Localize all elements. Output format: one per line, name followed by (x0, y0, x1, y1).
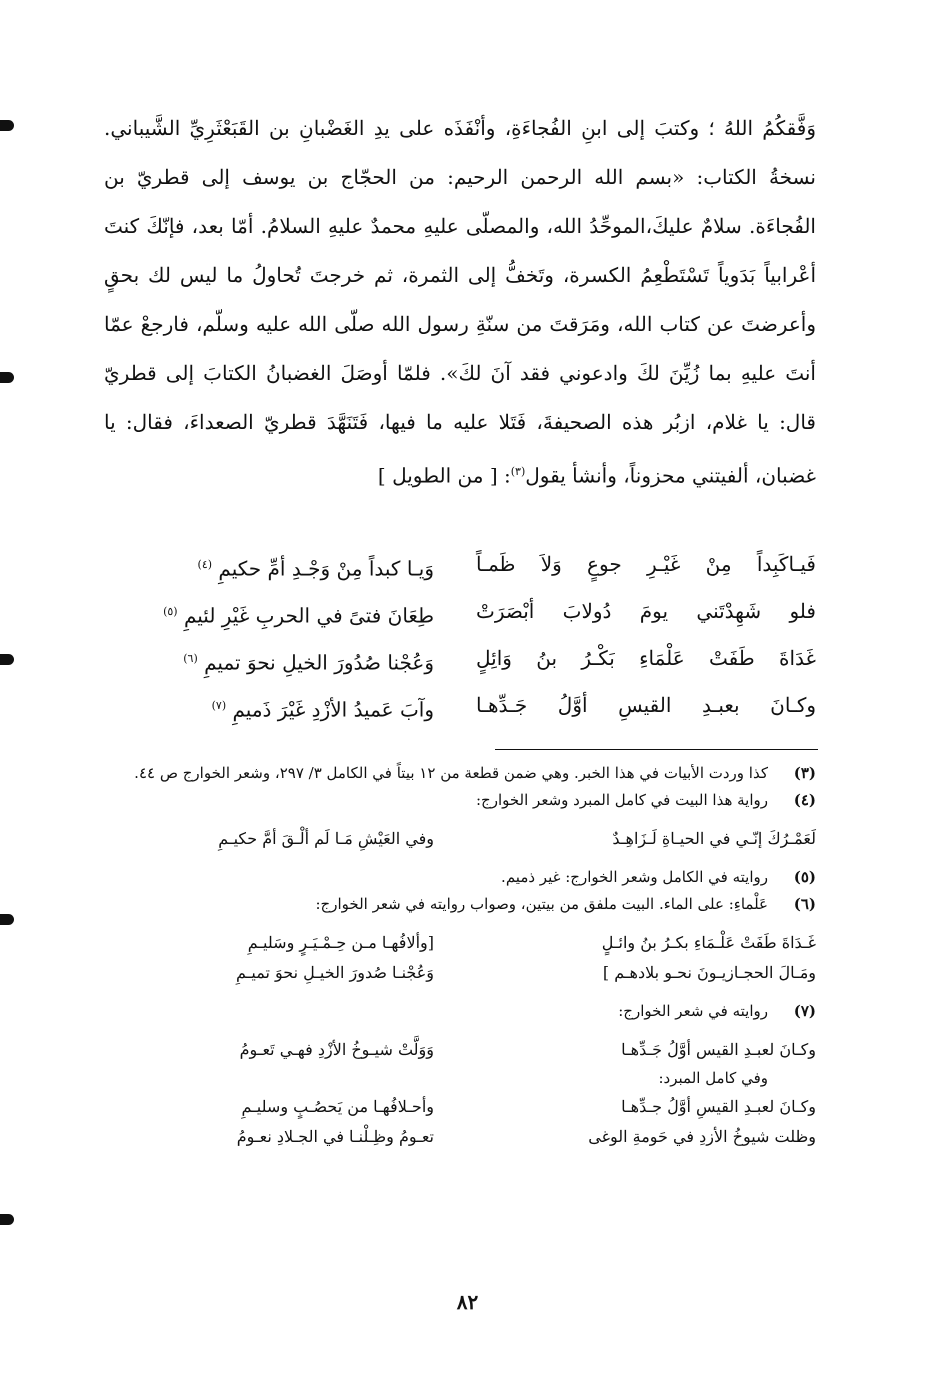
footnote-number: ( ٦ ) (768, 891, 816, 918)
verse-line (104, 541, 816, 588)
main-prose (104, 104, 816, 501)
verse-second-hemistich (104, 588, 434, 635)
footnote-ref-3: (٣) (510, 465, 526, 478)
hemistich-text: طِعَانَ فتىً في الحربِ غَيْرِ لئيمِ (183, 603, 434, 628)
footnote-number: ( ٥ ) (768, 864, 816, 891)
verse-first-hemistich: فلو شَهِدْتَني يومَ دُولابَ أبْصَرَتْ (476, 599, 816, 623)
footnote-verse-second: وَعُجْنـا صُدورَ الخيـلِ نحوَ تميـمِ (236, 963, 434, 982)
footnote-text: كذا وردت الأبيات في هذا الخبر. وهي ضمن قطعة من ١٢ بيتاً في الكامل ٣/ ٢٩٧، وشعر الخوارج ص ٤٤. (134, 764, 768, 782)
footnote-text: عَلْماءِ: على الماء. البيت ملفق من بيتين، وصواب روايته في شعر الخوارج: (315, 895, 768, 913)
footnote-verse-second: وفي العَيْشِ مَـا لَم ألْـقَ أمَّ حكيـمِ (218, 829, 434, 848)
footnote-number: ( ٤ ) (768, 787, 816, 814)
footnote-divider (495, 749, 818, 750)
footnote-verse-first: وكـانَ لعبـدِ القيسِ أوَّلُ جـدِّهـا (621, 1097, 816, 1116)
verse-line (104, 635, 816, 682)
verse-first-hemistich: فَيـاكَبِداً مِنْ غَيْـرِ جوعٍ وَلاَ ظَمـاً (476, 552, 816, 576)
footnote-verse-first: وظلت شيوخُ الأزدِ في حَومةِ الوغى (588, 1127, 816, 1146)
verse-first-hemistich: وكـانَ بعبـدِ القيسِ أوَّلُ جَـدِّهـا (476, 693, 816, 717)
prose-text: وَفَّقكُمُ اللهُ ؛ وكتبَ إلى ابنِ الفُجاءَةِ، وأنْفَذَه على يدِ الغَضْبانِ بن القَبَعْثَرِيِّ الشَّيباني. نسخةُ الكتاب: «بسم الله الرحمن الرحيم: من الحجّاج بن يوسف إلى قطريّ بن الفُجاءَة. سلامٌ عليكَ،الموحِّدُ الله، والمصلّى عليهِ محمدٌ عليهِ السلامُ. أمّا بعد، فإنّكَ كنتَ أعْرابياً بَدَوياً تَسْتَطْعِمُ الكسرة، وتَخفُّ إلى الثمرة، ثم خرجتَ تُحاولُ ما ليس لك بحقٍ وأعرضتَ عن كتاب الله، ومَرَقتَ من سنّةِ رسول الله صلّى الله عليه وسلّم، فارجعْ عمّا أنتَ عليهِ بما زُيِّنَ لكَ وادعوني فقد آنَ لكَ». فلمّا أوصَلَ الغضبانُ الكتابَ إلى قطريّ قال: يا غلام، ازبُر هذه الصحيفةَ، فَتَلا عليه ما فيها، فَتَنَهَّدَ قطريّ الصعداءَ، فقال: يا غضبان، ألفيتني محزوناً، وأنشأ يقول (104, 116, 816, 488)
footnote-verse-first: وكـانَ لعبـدِ القيس أوَّلُ جَـدِّهـا (621, 1040, 816, 1059)
meter-label: : [ من الطويل ] (377, 463, 511, 488)
verse-second-hemistich (104, 635, 434, 682)
footnote-verse-first: غَـدَاةَ طَفَتْ عَلْـمَاءِ بكـرُ بنُ وائـلٍ (601, 933, 816, 952)
hemistich-text: وَعُجْنا صُدُورَ الخيلِ نحوَ تميمِ (204, 650, 434, 675)
footnote-verse-second: تعـومُ وظِـلْنـا في الجـلادِ نعـومُ (236, 1127, 434, 1146)
footnotes (104, 760, 816, 1152)
footnote-ref: (٧) (211, 699, 227, 712)
footnote-verse (104, 1035, 816, 1065)
footnote-verse (104, 824, 816, 854)
footnote-subheading: وفي كامل المبرد: (658, 1069, 768, 1087)
footnote-3 (104, 760, 816, 787)
poem (104, 541, 816, 729)
footnote-text: روايته في شعر الخوارج: (618, 1002, 768, 1020)
margin-mark (0, 372, 14, 383)
page-number: ٨٢ (456, 1290, 479, 1314)
footnote-verse (104, 958, 816, 988)
footnote-4 (104, 787, 816, 814)
footnote-number: ( ٣ ) (768, 760, 816, 787)
prose-paragraph (104, 104, 816, 501)
footnote-verse-first: لَعَمْـرُكَ إنّـي في الحيـاةِ لَـزَاهِـدٌ (612, 829, 816, 848)
footnote-ref: (٤) (197, 558, 213, 571)
footnote-text: رواية هذا البيت في كامل المبرد وشعر الخوارج: (475, 791, 768, 809)
hemistich-text: وَيـا كبداً مِنْ وَجْـدِ أمِّ حكيمِ (218, 556, 434, 581)
verse-second-hemistich (104, 682, 434, 729)
footnote-7 (104, 998, 816, 1025)
footnote-verse (104, 1122, 816, 1152)
footnote-verse (104, 928, 816, 958)
verse-line (104, 682, 816, 729)
footnote-ref: (٦) (183, 652, 198, 665)
footnote-verse-second: وأحـلافُهـا من يَحصُـبٍ وسليـمِ (241, 1097, 434, 1116)
footnote-6 (104, 891, 816, 918)
margin-mark (0, 120, 14, 131)
footnote-number: ( ٧ ) (768, 998, 816, 1025)
footnote-verse-second: وَوَلَّتْ شيـوخُ الأزْدِ فهـي تَعـومُ (239, 1040, 434, 1059)
hemistich-text: وآبَ عَميدُ الأزْدِ غَيْرَ ذَميمِ (232, 697, 434, 722)
margin-mark (0, 914, 14, 925)
footnote-verse-second: [وألافُهـا مـن حِـمْـيَـرٍ وسَليـمِ (247, 933, 434, 952)
margin-mark (0, 654, 14, 665)
margin-mark (0, 1214, 14, 1225)
footnote-verse-first: ومَـالَ الحجـازيـونَ نحـو بلادهـم ] (602, 963, 816, 982)
verse-second-hemistich (104, 541, 434, 588)
footnote-ref: (٥) (163, 605, 178, 618)
footnote-5 (104, 864, 816, 891)
footnote-text: روايته في الكامل وشعر الخوارج: غير ذميم. (501, 868, 768, 886)
verse-line (104, 588, 816, 635)
verse-first-hemistich: غَدَاةَ طَفَتْ عَلْمَاءِ بَكْـرُ بنُ وَائِلٍ (476, 646, 816, 670)
footnote-verse (104, 1092, 816, 1122)
